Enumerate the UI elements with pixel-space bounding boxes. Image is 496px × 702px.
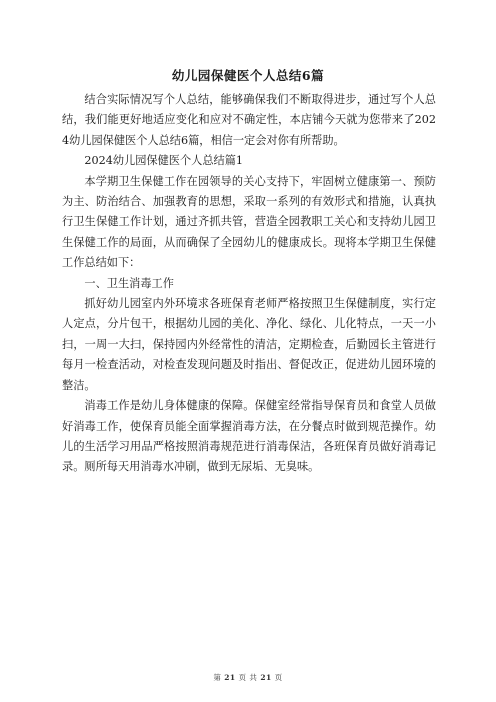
page-footer [0,672,496,683]
body-paragraph: 本学期卫生保健工作在园领导的关心支持下，牢固树立健康第一、预防为主、防治结合、加强教育的思想，采取一系列的有效形式和措施，认真执行卫生保健工作计划，通过齐抓共管，营造全园教职工关心和支持幼儿园卫生保健工作的局面，从而确保了全园幼儿的健康成长。现将本学期卫生保健工作总结如下： [62,174,436,270]
subsection-heading: 一、卫生消毒工作 [84,276,174,290]
footer-suffix: 页 [274,673,283,682]
footer-prefix: 第 [213,673,222,682]
intro-paragraph: 结合实际情况写个人总结，能够确保我们不断取得进步，通过写个人总结，我们能更好地适应变化和应对不确定性，本店铺今天就为您带来了2024幼儿园保健医个人总结6篇，相信一定会对你有所帮助。 [62,93,436,147]
total-pages-number: 21 [260,673,272,682]
body-paragraph: 抓好幼儿园室内外环境求各班保育老师严格按照卫生保健制度，实行定人定点，分片包干，根据幼儿园的美化、净化、绿化、儿化特点，一天一小扫，一周一大扫，保持园内外经常性的清洁，定期检查，后勤园长主管进行每月一检查活动，对检查发现问题及时指出、督促改正，促进幼儿园环境的整洁。 [62,297,436,392]
footer-middle: 页 共 [238,673,258,682]
section-heading: 2024幼儿园保健医个人总结篇1 [84,154,244,168]
body-paragraph: 消毒工作是幼儿身体健康的保障。保健室经常指导保育员和食堂人员做好消毒工作，使保育员能全面掌握消毒方法，在分餐点时做到规范操作。幼儿的生活学习用品严格按照消毒规范进行消毒保洁，各班保育员做好消毒记录。厕所每天用消毒水冲刷，做到无尿垢、无臭味。 [62,399,436,474]
document-body [62,90,436,478]
current-page-number: 21 [224,673,236,682]
document-title: 幼儿园保健医个人总结6篇 [171,68,325,83]
